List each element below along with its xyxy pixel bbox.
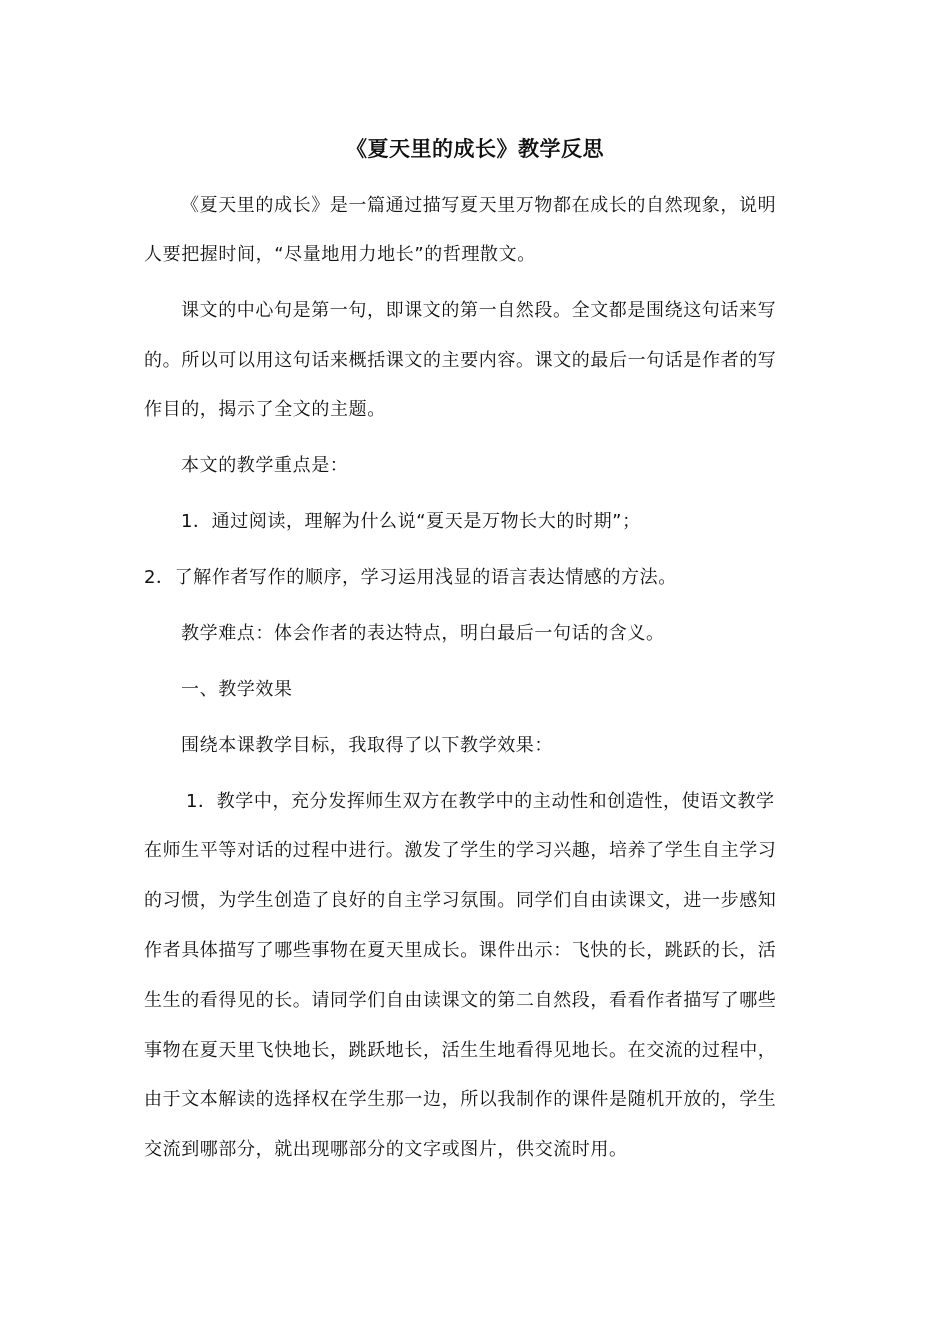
paragraph-line: 作者具体描写了哪些事物在夏天里成长。课件出示：飞快的长，跳跃的长，活 [144, 940, 777, 961]
paragraph-line: 的。所以可以用这句话来概括课文的主要内容。课文的最后一句话是作者的写 [144, 350, 777, 371]
paragraph-line: 交流到哪部分，就出现哪部分的文字或图片，供交流时用。 [144, 1139, 628, 1160]
paragraph-line: 围绕本课教学目标，我取得了以下教学效果： [181, 735, 553, 756]
paragraph-line: 由于文本解读的选择权在学生那一边，所以我制作的课件是随机开放的，学生 [144, 1089, 777, 1110]
paragraph-line: 生生的看得见的长。请同学们自由读课文的第二自然段，看看作者描写了哪些 [144, 990, 777, 1011]
list-item: 2．了解作者写作的顺序，学习运用浅显的语言表达情感的方法。 [144, 567, 677, 588]
list-item: 1．通过阅读，理解为什么说“夏天是万物长大的时期”； [181, 511, 641, 532]
paragraph-line: 1．教学中，充分发挥师生双方在教学中的主动性和创造性，使语文教学 [186, 791, 775, 812]
paragraph-line: 本文的教学重点是： [181, 455, 349, 476]
paragraph-line: 作目的，揭示了全文的主题。 [144, 399, 386, 420]
paragraph-line: 事物在夏天里飞快地长，跳跃地长，活生生地看得见地长。在交流的过程中， [144, 1040, 777, 1061]
paragraph-line: 教学难点：体会作者的表达特点，明白最后一句话的含义。 [181, 623, 665, 644]
paragraph-line: 在师生平等对话的过程中进行。激发了学生的学习兴趣，培养了学生自主学习 [144, 840, 777, 861]
paragraph-line: 人要把握时间，“尽量地用力地长”的哲理散文。 [144, 244, 536, 265]
paragraph-line: 《夏天里的成长》是一篇通过描写夏天里万物都在成长的自然现象，说明 [181, 195, 777, 216]
paragraph-line: 的习惯，为学生创造了良好的自主学习氛围。同学们自由读课文，进一步感知 [144, 890, 777, 911]
section-heading: 一、教学效果 [181, 679, 293, 700]
document-title: 《夏天里的成长》教学反思 [346, 137, 604, 161]
paragraph-line: 课文的中心句是第一句，即课文的第一自然段。全文都是围绕这句话来写 [181, 300, 777, 321]
